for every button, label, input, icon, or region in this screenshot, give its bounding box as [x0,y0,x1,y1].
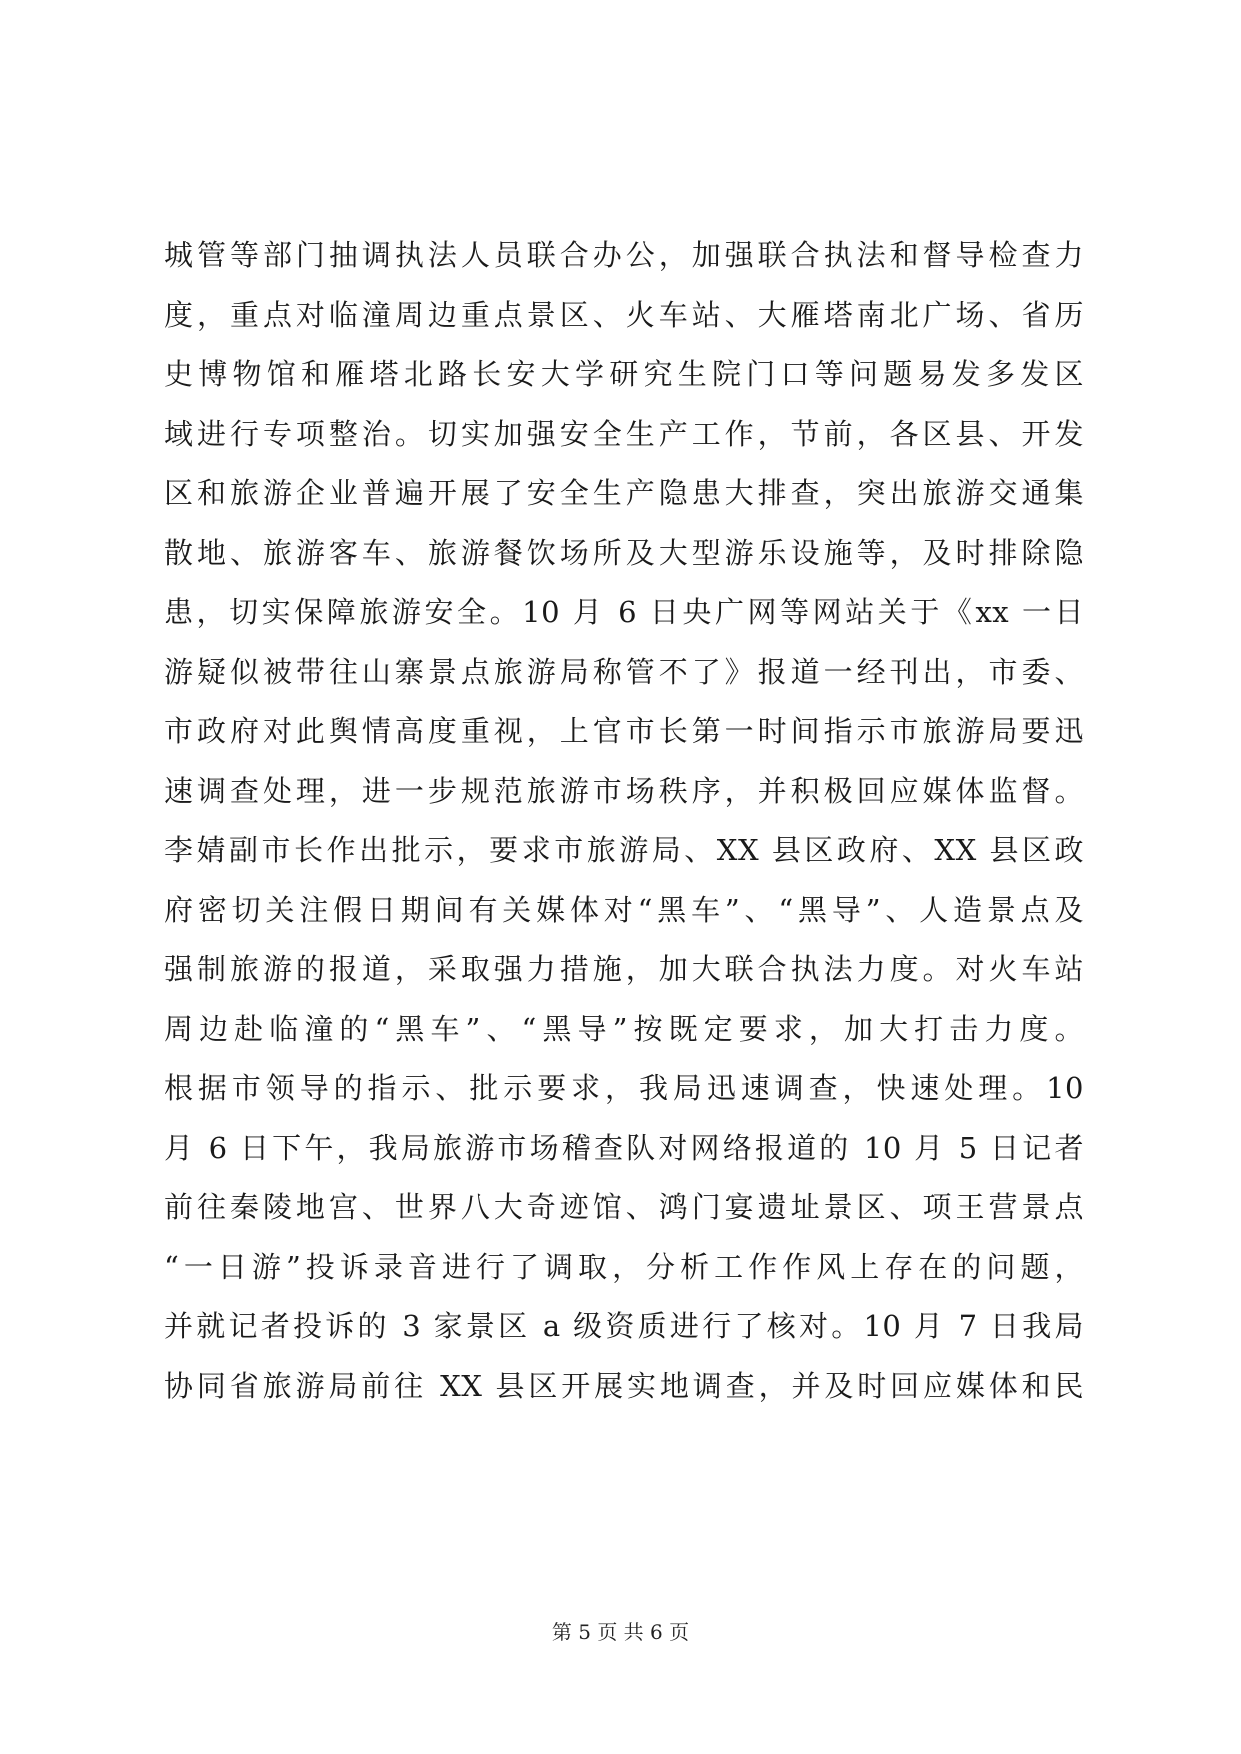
text-line: 府密切关注假日期间有关媒体对“黑车”、“黑导”、人造景点及 [164,892,1084,927]
text-line: “一日游”投诉录音进行了调取，分析工作作风上存在的问题， [164,1249,1084,1284]
text-line: 李婧副市长作出批示，要求市旅游局、XX 县区政府、XX 县区政 [164,833,1084,867]
text-line: 域进行专项整治。切实加强安全生产工作，节前，各区县、开发 [164,416,1084,451]
text-line: 城管等部门抽调执法人员联合办公，加强联合执法和督导检查力 [164,238,1084,272]
text-line: 区和旅游企业普遍开展了安全生产隐患大排查，突出旅游交通集 [164,476,1084,510]
text-line: 强制旅游的报道，采取强力措施，加大联合执法力度。对火车站 [164,952,1084,986]
text-line: 月 6 日下午，我局旅游市场稽查队对网络报道的 10 月 5 日记者 [164,1130,1084,1165]
text-line: 游疑似被带往山寨景点旅游局称管不了》报道一经刊出，市委、 [164,654,1084,689]
page-number: 第 5 页 共 6 页 [551,1620,690,1644]
text-line: 度，重点对临潼周边重点景区、火车站、大雁塔南北广场、省历 [164,297,1084,332]
text-line: 市政府对此舆情高度重视，上官市长第一时间指示市旅游局要迅 [164,714,1084,748]
text-line: 周边赴临潼的“黑车”、“黑导”按既定要求，加大打击力度。 [164,1011,1084,1046]
text-line: 速调查处理，进一步规范旅游市场秩序，并积极回应媒体监督。 [164,773,1084,808]
text-line: 史博物馆和雁塔北路长安大学研究生院门口等问题易发多发区 [164,357,1084,391]
text-line: 散地、旅游客车、旅游餐饮场所及大型游乐设施等，及时排除隐 [164,535,1084,570]
text-line: 协同省旅游局前往 XX 县区开展实地调查，并及时回应媒体和民 [164,1368,1084,1403]
text-line: 并就记者投诉的 3 家景区 a 级资质进行了核对。10 月 7 日我局 [164,1309,1084,1343]
body-text [164,226,1084,1416]
page-footer [0,1620,1241,1644]
text-line: 前往秦陵地宫、世界八大奇迹馆、鸿门宴遗址景区、项王营景点 [164,1190,1084,1224]
text-line: 根据市领导的指示、批示要求，我局迅速调查，快速处理。10 [164,1071,1084,1105]
text-line: 患，切实保障旅游安全。10 月 6 日央广网等网站关于《xx 一日 [164,595,1084,629]
